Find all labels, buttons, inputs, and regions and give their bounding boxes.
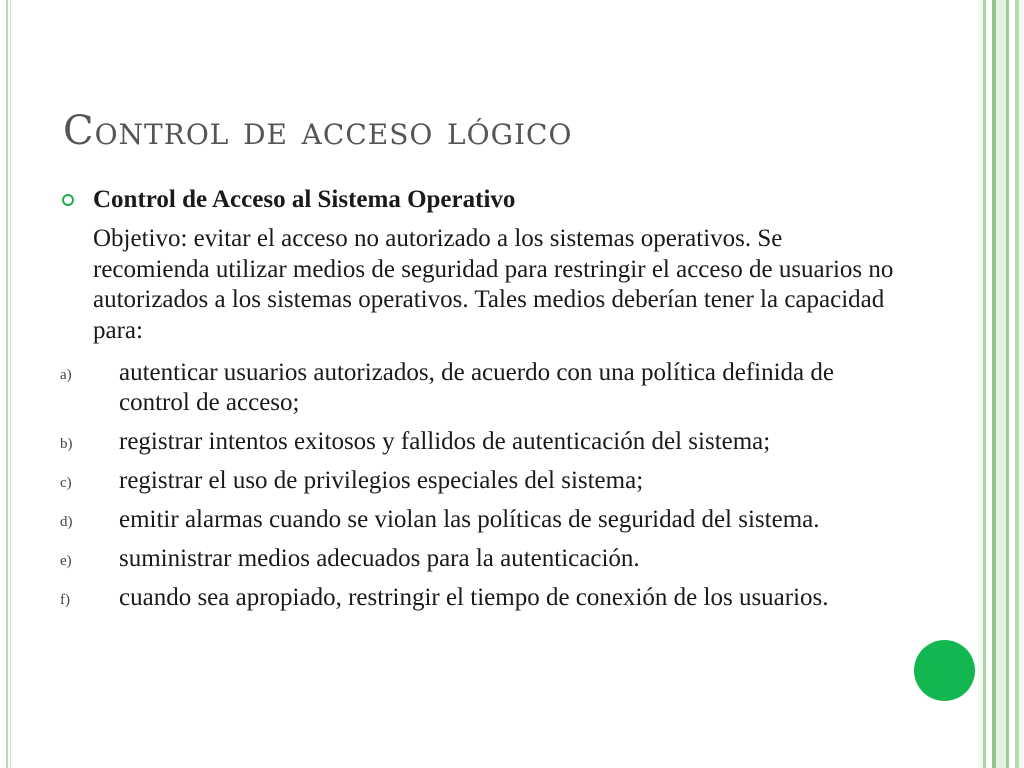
- list-item: [60, 583, 900, 613]
- list-item: [60, 427, 900, 457]
- list-item: [60, 505, 900, 535]
- list-item: [60, 358, 900, 418]
- list-item: [60, 544, 900, 574]
- list-item-text: suministrar medios adecuados para la autenticación.: [119, 545, 640, 572]
- right-decorative-stripes: [978, 0, 1024, 768]
- list-item-text: registrar intentos exitosos y fallidos de autenticación del sistema;: [119, 428, 771, 455]
- ring-bullet-icon: [62, 194, 74, 206]
- list-marker: c): [60, 475, 72, 491]
- list-marker: e): [60, 553, 72, 569]
- list-marker: a): [60, 367, 72, 383]
- list-marker: b): [60, 436, 73, 452]
- list-item: [60, 466, 900, 496]
- requirements-list: [60, 358, 900, 613]
- main-bullet: [60, 182, 900, 218]
- slide-title: Control de acceso lógico: [63, 108, 573, 154]
- green-circle-decoration: [914, 640, 975, 701]
- list-marker: d): [60, 514, 73, 530]
- slide-body: [60, 182, 900, 622]
- objective-paragraph: Objetivo: evitar el acceso no autorizado a los sistemas operativos. Se recomienda utilizar medios de seguridad para restringir el acceso de usuarios no autorizados a los sistemas operativos. Tales medios deberían tener la capacidad para:: [93, 225, 894, 344]
- list-item-text: registrar el uso de privilegios especiales del sistema;: [119, 467, 644, 494]
- list-item-text: autenticar usuarios autorizados, de acuerdo con una política definida de control de acceso;: [119, 359, 834, 416]
- list-marker: f): [60, 592, 70, 608]
- main-bullet-text: Control de Acceso al Sistema Operativo: [93, 186, 516, 213]
- left-border-line-inner: [10, 0, 11, 768]
- list-item-text: cuando sea apropiado, restringir el tiempo de conexión de los usuarios.: [119, 584, 829, 611]
- left-border-line: [6, 0, 8, 768]
- list-item-text: emitir alarmas cuando se violan las políticas de seguridad del sistema.: [119, 506, 820, 533]
